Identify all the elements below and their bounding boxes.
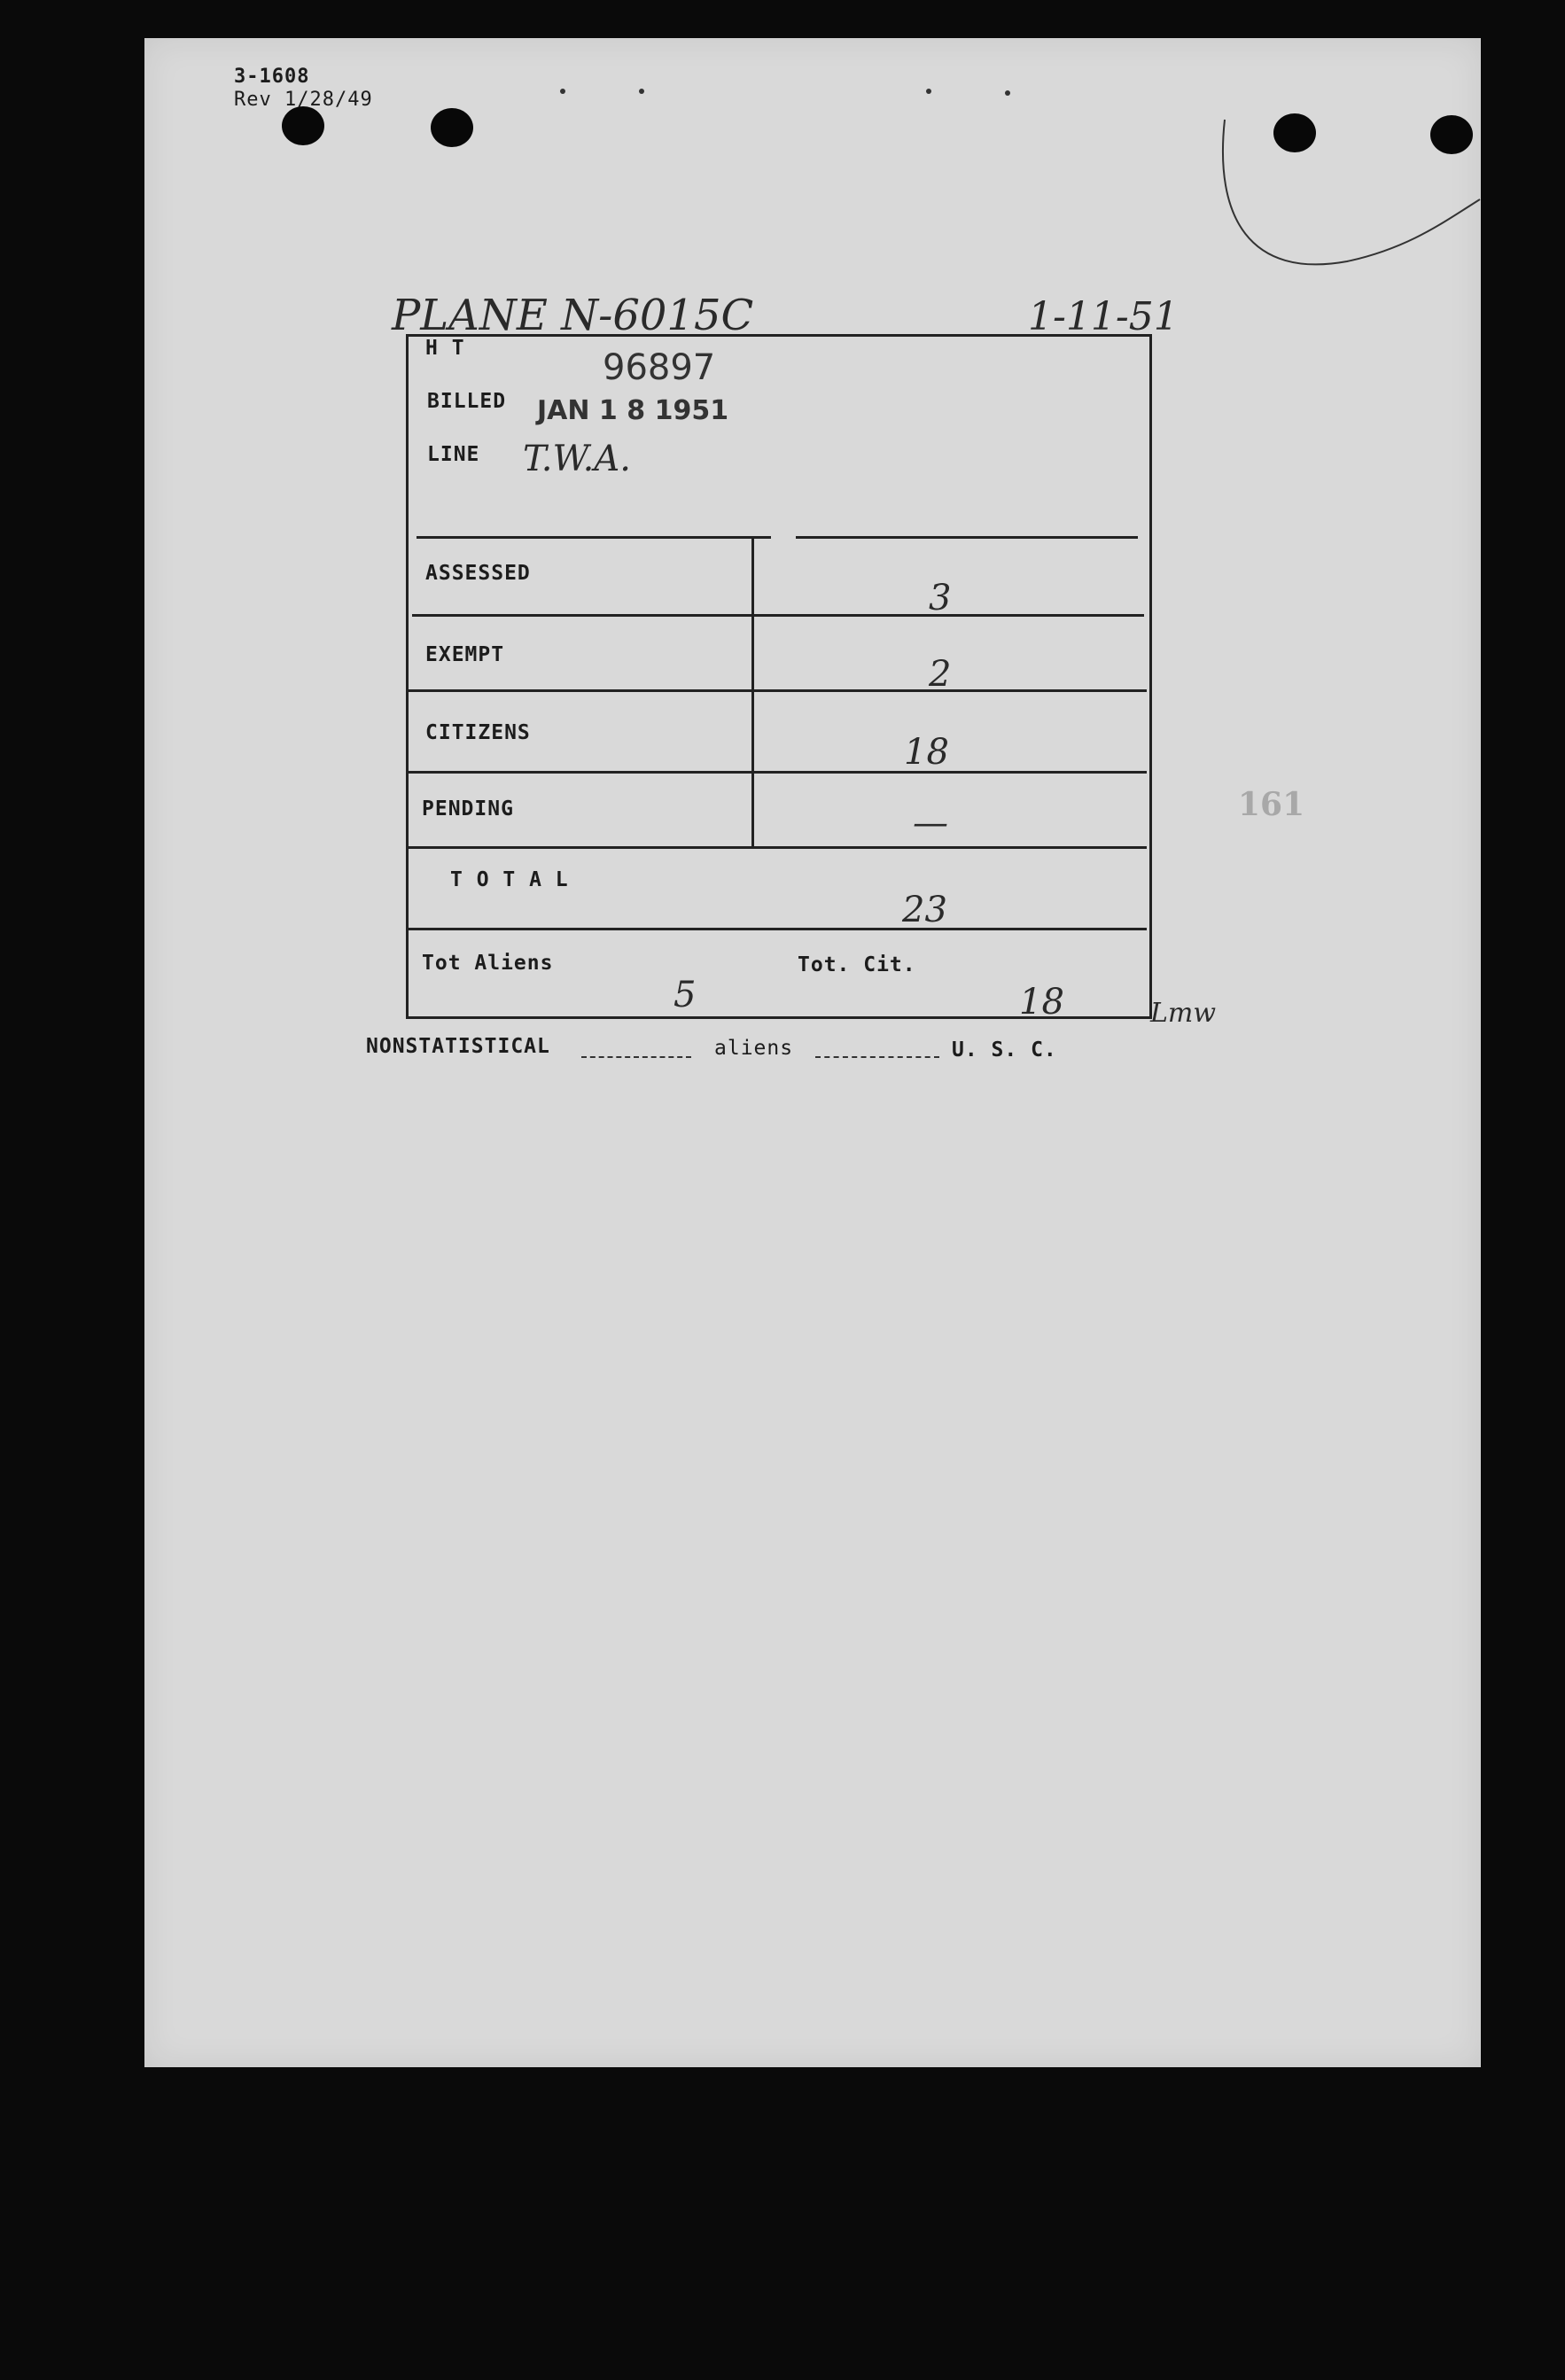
nonstatistical-blank (581, 1056, 691, 1058)
line-value: T.W.A. (523, 439, 631, 479)
row-divider (412, 614, 1144, 617)
row-value-pending: — (913, 803, 948, 844)
punch-hole (282, 106, 324, 145)
billed-label: BILLED (427, 390, 507, 413)
usc-label: U. S. C. (952, 1038, 1057, 1062)
mark-dot (1005, 90, 1010, 96)
punch-hole (431, 108, 473, 147)
total-label: T O T A L (450, 868, 569, 891)
row-label-exempt: EXEMPT (425, 643, 505, 666)
row-label-pending: PENDING (422, 797, 514, 821)
total-citizens-label: Tot. Cit. (798, 953, 916, 976)
form-revision: Rev 1/28/49 (234, 89, 373, 111)
form-number: 3-1608 (234, 66, 310, 88)
total-aliens-label: Tot Aliens (422, 952, 554, 975)
row-divider (406, 689, 1147, 692)
total-citizens-value: 18 (1019, 982, 1064, 1023)
total-value: 23 (902, 890, 947, 930)
row-label-assessed: ASSESSED (425, 562, 531, 585)
row-divider (406, 928, 1147, 930)
plane-designation: PLANE N-6015C (392, 291, 754, 340)
ht-label: H T (425, 337, 465, 360)
row-value-assessed: 3 (929, 578, 952, 618)
section-divider (796, 536, 1138, 539)
row-divider (406, 846, 1147, 849)
pencil-curve-mark (1214, 111, 1489, 279)
ht-number-stamp: 96897 (603, 347, 716, 388)
mark-dot (639, 89, 644, 94)
billed-date-stamp: JAN 1 8 1951 (537, 395, 729, 426)
aliens-label: aliens (714, 1037, 794, 1060)
aliens-blank (815, 1056, 939, 1058)
box-top-border (406, 334, 1149, 337)
row-value-citizens: 18 (904, 732, 949, 773)
row-value-exempt: 2 (929, 654, 952, 695)
mark-dot (926, 89, 931, 94)
clerk-initials: Lmw (1150, 998, 1217, 1029)
nonstatistical-label: NONSTATISTICAL (366, 1035, 550, 1058)
total-aliens-value: 5 (673, 975, 697, 1015)
section-divider (417, 536, 771, 539)
page-number: 161 (1238, 786, 1305, 823)
row-label-citizens: CITIZENS (425, 721, 531, 744)
header-date: 1-11-51 (1028, 294, 1179, 339)
line-label: LINE (427, 443, 480, 466)
row-divider (406, 771, 1147, 774)
mark-dot (560, 89, 565, 94)
manifest-box (406, 334, 1152, 1019)
